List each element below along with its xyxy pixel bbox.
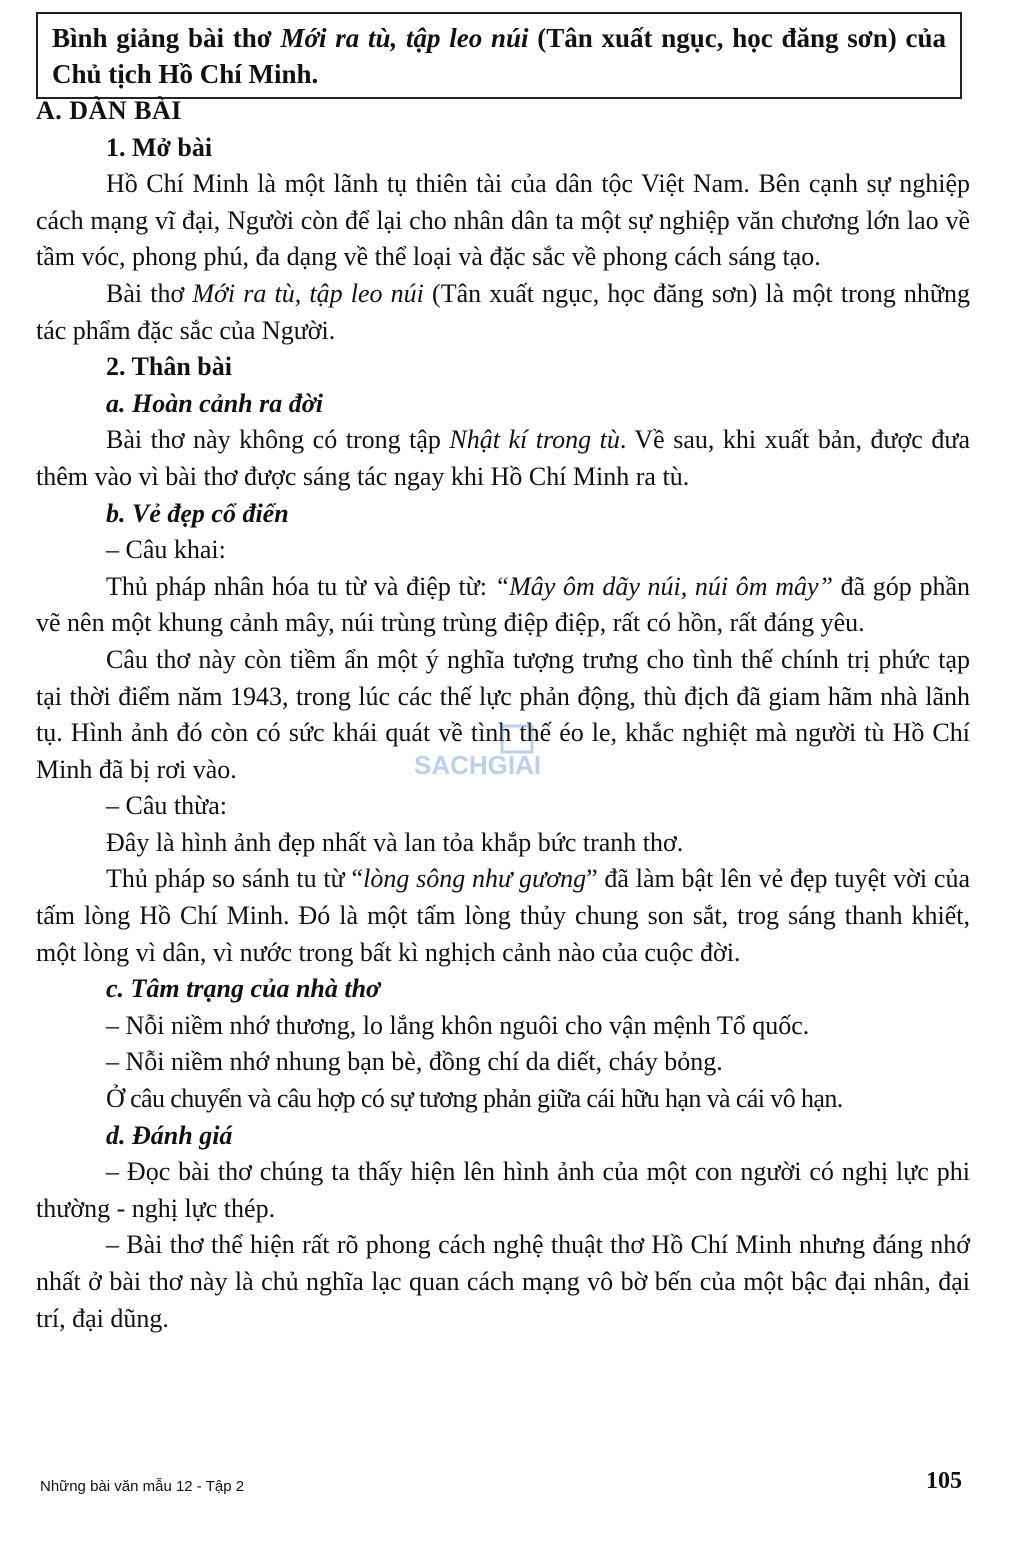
cau-khai-paragraph-2: Câu thơ này còn tiềm ẩn một ý nghĩa tượng trưng cho tình thế chính trị phức tạp tại thời điểm năm 1943, trong lúc các thế lực phản động, thù địch đã giam hãm nhà lãnh tụ. Hình ảnh đó còn có sức khái quát về tình thế éo le, khắc nghiệt mà người tù Hồ Chí Minh đã bị rơi vào. <box>36 644 970 784</box>
mo-bai-p2-end: (Tân xuất ngục, học đăng sơn) là một trong những tác phẩm đặc sắc của Người. <box>36 278 971 345</box>
title-text-part1: Bình giảng bài thơ <box>52 23 281 53</box>
hoan-canh-start: Bài thơ này không có trong tập <box>106 425 450 455</box>
hoan-canh-paragraph <box>36 422 970 495</box>
cau-khai-label: – Câu khai: <box>106 535 226 565</box>
cau-thua-p2-start: Thủ pháp so sánh tu từ “ <box>106 864 364 894</box>
mo-bai-paragraph-1: Hồ Chí Minh là một lãnh tụ thiên tài của dân tộc Việt Nam. Bên cạnh sự nghiệp cách mạng vĩ đại, Người còn để lại cho nhân dân ta một sự nghiệp văn chương lớn lao về tầm vóc, phong phú, đa dạng về thể loại và đặc sắc về phong cách sáng tạo. <box>36 169 970 272</box>
cau-thua-paragraph-2 <box>36 861 970 971</box>
cau-khai-p1-start: Thủ pháp nhân hóa tu từ và điệp từ: <box>106 571 495 601</box>
mo-bai-p2-poem: Mới ra tù, tập leo núi <box>192 278 424 308</box>
page-number: 105 <box>926 1468 962 1494</box>
tam-trang-paragraph: Ở câu chuyển và câu hợp có sự tương phản giữa cái hữu hạn và cái vô hạn. <box>106 1084 843 1114</box>
hoan-canh-book: Nhật kí trong tù <box>449 425 620 455</box>
watermark-text: SACHGIAI <box>414 750 542 780</box>
cau-thua-p2-end: ” đã làm bật lên vẻ đẹp tuyệt vời của tấm lòng Hồ Chí Minh. Đó là một tấm lòng thủy chung son sắt, trog sáng thanh khiết, một lòng vì dân, vì nước trong bất kì nghịch cảnh nào của cuộc đời. <box>36 864 970 967</box>
footer-book-title: Những bài văn mẫu 12 - Tập 2 <box>40 1478 245 1495</box>
section-a-heading: A. DÀN BÀI <box>36 96 182 125</box>
hoan-canh-end: . Về sau, khi xuất bản, được đưa thêm vào vì bài thơ được sáng tác ngay khi Hồ Chí Minh ra tù. <box>36 425 970 491</box>
cau-khai-quote: “Mây ôm dãy núi, núi ôm mây” <box>494 571 833 601</box>
cau-khai-paragraph-1 <box>36 569 970 642</box>
tam-trang-item-2: – Nỗi niềm nhớ nhung bạn bè, đồng chí da diết, cháy bỏng. <box>106 1047 723 1077</box>
ve-dep-heading: b. Vẻ đẹp cổ điển <box>106 498 289 528</box>
tam-trang-item-1: – Nỗi niềm nhớ thương, lo lắng khôn nguôi cho vận mệnh Tổ quốc. <box>106 1010 810 1040</box>
danh-gia-item-2: – Bài thơ thể hiện rất rõ phong cách nghệ thuật thơ Hồ Chí Minh nhưng đáng nhớ nhất ở bài thơ này là chủ nghĩa lạc quan cách mạng vô bờ bến của một bậc đại nhân, đại trí, đại dũng. <box>36 1230 970 1333</box>
danh-gia-heading: d. Đánh giá <box>106 1120 233 1150</box>
tam-trang-heading: c. Tâm trạng của nhà thơ <box>106 974 381 1004</box>
mo-bai-p2-start: Bài thơ <box>106 278 193 308</box>
danh-gia-item-1: – Đọc bài thơ chúng ta thấy hiện lên hình ảnh của một con người có nghị lực phi thường - nghị lực thép. <box>36 1157 970 1223</box>
mo-bai-heading: 1. Mở bài <box>106 132 213 162</box>
title-box <box>36 12 962 99</box>
title-text-part2: (Tân xuất ngục, học đăng sơn) của Chủ tịch Hồ Chí Minh. <box>52 23 946 89</box>
cau-thua-paragraph-1: Đây là hình ảnh đẹp nhất và lan tỏa khắp bức tranh thơ. <box>106 827 684 857</box>
title-poem-name: Mới ra tù, tập leo núi <box>280 23 529 53</box>
cau-khai-p1-end: đã góp phần vẽ nên một khung cảnh mây, núi trùng trùng điệp điệp, rất có hồn, rất đáng yêu. <box>36 571 970 638</box>
cau-thua-quote: lòng sông như gương <box>363 864 587 894</box>
than-bai-heading: 2. Thân bài <box>106 352 232 382</box>
hoan-canh-heading: a. Hoàn cảnh ra đời <box>106 388 323 418</box>
document-body <box>36 93 970 1337</box>
mo-bai-paragraph-2 <box>36 276 970 349</box>
cau-thua-label: – Câu thừa: <box>106 791 227 821</box>
